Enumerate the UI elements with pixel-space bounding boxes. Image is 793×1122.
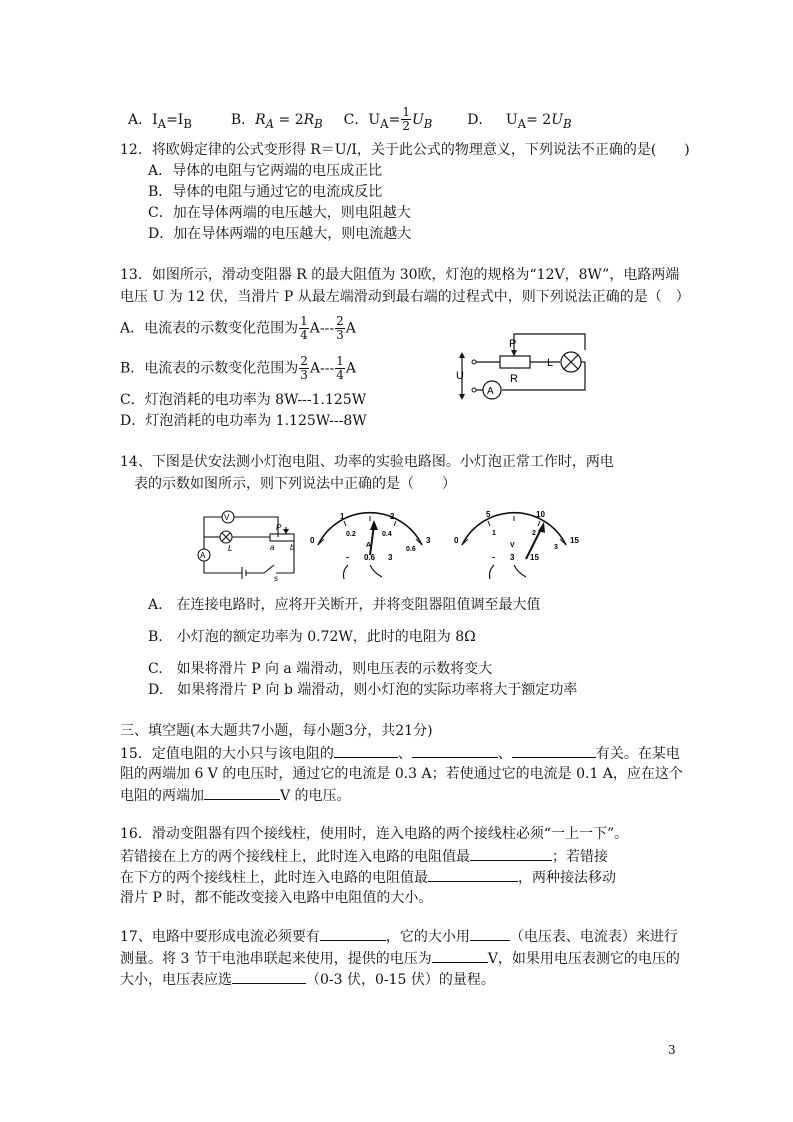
q17-blank-1[interactable]: [320, 926, 386, 941]
q14-label-a: A: [200, 551, 206, 560]
q16-blank-1[interactable]: [470, 846, 552, 861]
q16-line1: 16．滑动变阻器有四个接线柱，使用时，连入电路的两个接线柱必须“一上一下”。: [120, 826, 629, 842]
q17-blank-3[interactable]: [432, 948, 488, 963]
fraction: $\frac{1}{4}$: [336, 354, 344, 382]
q15-blank-1[interactable]: [334, 743, 398, 758]
q13-option-c: C．灯泡消耗的电功率为 8W---1.125W: [120, 392, 367, 408]
q13-stem-line2: 电压 U 为 12 伏，当滑片 P 从最左端滑动到最右端的过程式中，则下列说法正确的是（ ）: [120, 289, 690, 305]
q14-voltmeter-terminal-minus: -: [492, 552, 495, 562]
q14-option-c: C. 如果将滑片 P 向 a 端滑动，则电压表的示数将变大: [148, 661, 493, 677]
q11-options: [128, 106, 572, 133]
q13-terminal-top: [472, 360, 476, 364]
q17-line2: 测量。将 3 节干电池串联起来使用，提供的电压为 V，如果用电压表测它的电压的: [120, 948, 680, 969]
q14-ammeter-sub-0.6: 0.6: [406, 546, 416, 553]
q14-voltmeter-ticks: [464, 516, 564, 543]
q14-ammeter-terminal-3: 3: [388, 553, 393, 562]
q14-ammeter-terminal-minus: -: [346, 552, 349, 562]
q14-label-b-end: b: [290, 543, 295, 552]
q15-line2: 阻的两端加 6 V 的电压时，通过它的电流是 0.3 A；若使通过它的电流是 0.1 A，应在这个: [120, 766, 683, 782]
q14-stem-line1: 14、下图是伏安法测小灯泡电阻、功率的实验电路图。小灯泡正常工作时，两电: [120, 454, 614, 470]
q14-voltmeter-tick-15: 15: [570, 536, 579, 545]
q16-blank-2[interactable]: [428, 867, 518, 882]
q14-ammeter-needle-tip: [370, 520, 378, 530]
q13-arrow-down: [459, 394, 465, 400]
q13-slider-head: [511, 350, 517, 356]
q11-option-c: C．$U_A=$ $\frac{1}{2}$ $U_B$: [343, 105, 433, 133]
q16-line2: 若错接在上方的两个接线柱上，此时连入电路的电阻值最 ；若错接: [120, 846, 608, 867]
page-number: 3: [668, 1043, 676, 1057]
q13-label-l: L: [547, 357, 554, 369]
q12-option-b: B．导体的电阻与通过它的电流成反比: [148, 184, 383, 200]
q14-ammeter-sub-0.4: 0.4: [382, 531, 392, 538]
q15-blank-4[interactable]: [204, 785, 280, 800]
q14-voltmeter-terminal-15: 15: [530, 553, 539, 562]
q14-label-l: L: [228, 544, 233, 553]
q13-option-a: A．电流表的示数变化范围为 $\frac{1}{4}$ A--- $\frac{2}{3}$ A: [120, 314, 356, 342]
q14-voltmeter-tick-0: 0: [454, 536, 459, 545]
q12-option-a: A．导体的电阻与它两端的电压成正比: [148, 163, 383, 179]
q15-line1: 15．定值电阻的大小只与该电阻的 、 、 有关。在某电: [120, 743, 680, 764]
q13-circuit-diagram: [452, 322, 602, 412]
q12-option-d: D．加在导体两端的电压越大，则电流越大: [148, 226, 412, 242]
q14-ammeter-dial: [302, 505, 438, 583]
q14-ammeter-tick-2: 2: [390, 512, 395, 521]
q14-ammeter-wires: [344, 565, 383, 579]
fraction: $\frac{2}{3}$: [336, 314, 344, 342]
q14-label-p: P: [276, 523, 282, 532]
q14-label-v: V: [224, 513, 230, 522]
q17-line1: 17、电路中要形成电流必须要有 ，它的大小用 （电压表、电流表）来进行: [120, 926, 678, 947]
q11-option-b: B．$R_A = 2R_B$: [230, 111, 323, 131]
q12-option-c: C．加在导体两端的电压越大，则电阻越大: [148, 205, 411, 221]
q14-ammeter-ticks: [320, 516, 420, 543]
q14-voltmeter-tick-5: 5: [486, 510, 491, 519]
q14-voltmeter-terminal-3: 3: [510, 553, 515, 562]
q13-label-u: U: [456, 370, 464, 382]
q14-option-a: A. 在连接电路时，应将开关断开，并将变阻器阻值调至最大值: [148, 597, 541, 613]
q16-line4: 滑片 P 时，都不能改变接入电路中电阻值的大小。: [120, 890, 433, 906]
q11-option-d: D． $U_A= 2U_B$: [467, 111, 572, 131]
q13-wire-top: [514, 334, 585, 354]
q12-stem: 12．将欧姆定律的公式变形得 R＝U/I，关于此公式的物理意义，下列说法不正确的是( ): [120, 142, 690, 158]
q14-voltmeter-dial: [446, 505, 586, 583]
q17-blank-4[interactable]: [232, 969, 306, 984]
q13-arrow-up: [459, 352, 465, 358]
q13-stem-line1: 13．如图所示，滑动变阻器 R 的最大阻值为 30欧，灯泡的规格为“12V，8W”，电路两端: [120, 267, 680, 283]
q13-terminal-bottom: [472, 388, 476, 392]
q14-ammeter-tick-3: 3: [426, 536, 431, 545]
section3-heading: 三、填空题(本大题共7小题，每小题3分，共21分): [120, 723, 433, 739]
q11-option-a: A．$I_A=I_B$: [128, 111, 192, 131]
q14-voltmeter-sub-2: 2: [532, 530, 536, 537]
fraction: $\frac{1}{2}$: [402, 105, 410, 133]
q14-voltmeter-sub-3: 3: [554, 544, 558, 551]
q14-label-s: s: [274, 574, 278, 583]
q13-option-b: B．电流表的示数变化范围为 $\frac{2}{3}$ A--- $\frac{1}{4}$ A: [120, 354, 357, 382]
q15-blank-2[interactable]: [412, 743, 498, 758]
q13-label-r: R: [510, 373, 518, 385]
fraction: $\frac{2}{3}$: [300, 354, 308, 382]
q14-option-d: D. 如果将滑片 P 向 b 端滑动，则小灯泡的实际功率将大于额定功率: [148, 682, 578, 698]
q15-line3: 电阻的两端加 V 的电压。: [120, 785, 351, 806]
q16-line3: 在下方的两个接线柱上，此时连入电路的电阻值最 ，两种接法移动: [120, 867, 616, 888]
q14-option-b: B. 小灯泡的额定功率为 0.72W，此时的电阻为 8Ω: [148, 629, 476, 645]
fraction: $\frac{1}{4}$: [300, 314, 308, 342]
q14-ammeter-terminal-0.6: 0.6: [364, 553, 376, 562]
q14-ammeter-tick-0: 0: [310, 536, 315, 545]
q13-option-d: D．灯泡消耗的电功率为 1.125W---8W: [120, 413, 367, 429]
q14-ammeter-sub-0.2: 0.2: [346, 531, 356, 538]
q13-label-a: A: [487, 386, 494, 397]
q14-voltmeter-sub-1: 1: [492, 530, 496, 537]
q14-stem-line2: 表的示数如图所示，则下列说法中正确的是（ ）: [134, 476, 456, 492]
q14-voltmeter-unit: V: [510, 542, 515, 549]
q14-wire-v-left: [204, 517, 222, 547]
q15-blank-3[interactable]: [512, 743, 596, 758]
q14-wire-bottom-left: [204, 561, 242, 573]
q13-rheostat: [500, 356, 530, 368]
q14-slider-head: [283, 529, 289, 534]
q14-voltmeter-wires: [490, 565, 527, 579]
q14-circuit-diagram: [190, 507, 302, 583]
q14-switch: [264, 565, 274, 573]
q17-blank-2[interactable]: [470, 926, 510, 941]
q13-label-p: P: [509, 338, 517, 350]
q14-ammeter-unit: A: [366, 542, 372, 549]
q14-ammeter-tick-1: 1: [340, 512, 345, 521]
q14-rheostat: [270, 534, 294, 541]
q14-label-a-end: a: [270, 543, 275, 552]
q17-line3: 大小，电压表应选 （0-3 伏，0-15 伏）的量程。: [120, 969, 495, 990]
q14-voltmeter-tick-10: 10: [536, 510, 545, 519]
